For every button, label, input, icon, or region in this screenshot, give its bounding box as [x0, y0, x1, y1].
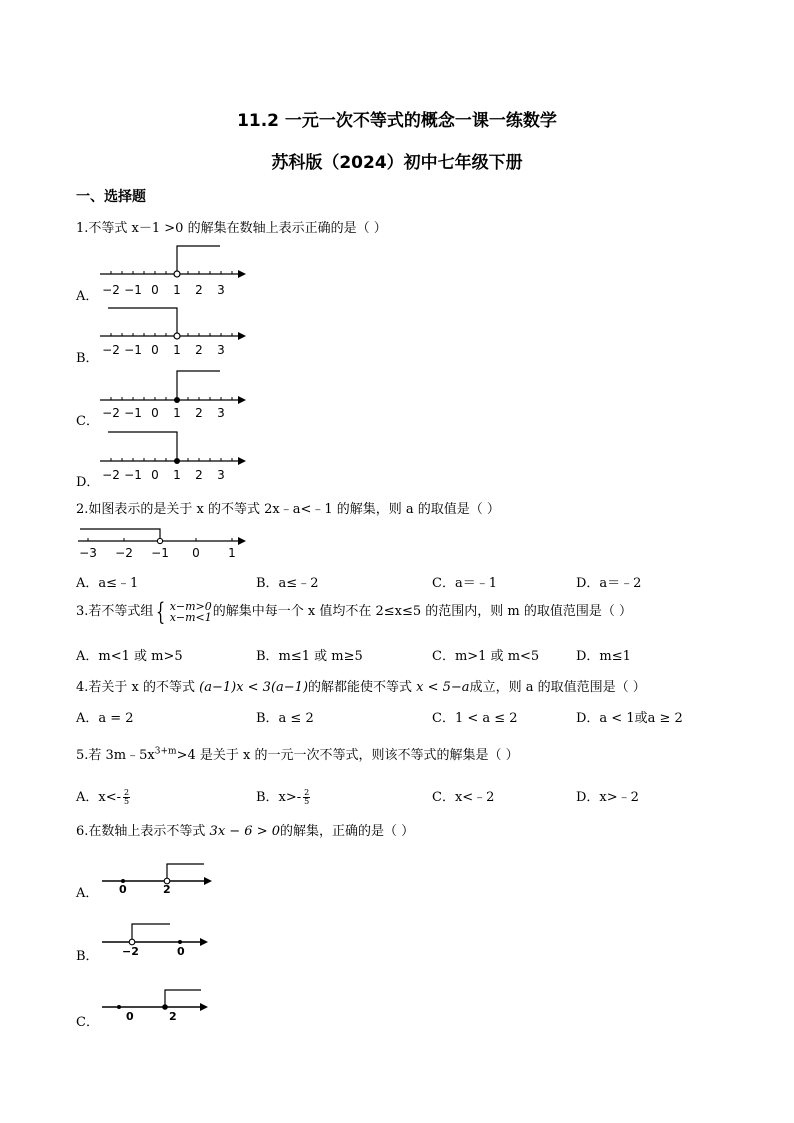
q4-choice-b[interactable]: B．a ≤ 2: [256, 711, 314, 726]
q5-text-before: 5.若 3m﹣5x: [76, 748, 155, 763]
tick-label: −1: [124, 283, 142, 297]
q6-option-b-numberline[interactable]: [100, 918, 220, 962]
tick-label: 2: [195, 406, 203, 420]
tick-label: 2: [195, 468, 203, 482]
label-neg2: −2: [122, 945, 139, 958]
arrow-head: [238, 396, 246, 404]
q6-inequality: 3x − 6 > 0: [209, 824, 281, 839]
tick-label: 1: [228, 546, 236, 560]
q5-choice-b[interactable]: [256, 786, 310, 806]
label-2: 2: [163, 883, 171, 896]
tick-label: 3: [217, 283, 225, 297]
q1-option-a-label: A．: [76, 289, 99, 304]
point-neg: [117, 1005, 121, 1009]
question-1: 1.不等式 x－1 >0 的解集在数轴上表示正确的是（ ）: [76, 221, 387, 236]
q5-exponent: 3+m: [154, 746, 177, 757]
q2-choice-a[interactable]: A．a≤﹣1: [76, 576, 139, 591]
page-subtitle: 苏科版（2024）初中七年级下册: [271, 153, 523, 173]
solution-ray: [108, 308, 177, 336]
tick-label: 0: [151, 343, 159, 357]
arrow-head: [238, 537, 246, 545]
tick-label: −3: [79, 546, 97, 560]
q5-choice-c[interactable]: C．x<﹣2: [432, 790, 495, 805]
arrow-head: [238, 332, 246, 340]
page-title: 11.2 一元一次不等式的概念一课一练数学: [237, 111, 557, 131]
tick-label: 1: [173, 406, 181, 420]
q3-text-after: 的解集中每一个 x 值均不在 2≤x≤5 的范围内，则 m 的取值范围是（ ）: [212, 604, 633, 619]
q5-choice-b-text: B．x>-: [256, 790, 302, 805]
question-3: [76, 597, 633, 626]
question-6: [76, 820, 414, 839]
tick-label: −1: [124, 406, 142, 420]
tick-label: 3: [217, 468, 225, 482]
q3-choice-c[interactable]: C．m>1 或 m<5: [432, 649, 540, 664]
solid-point: [174, 397, 180, 403]
q1-option-c-label: C．: [76, 414, 99, 429]
tick-label: 1: [173, 283, 181, 297]
question-4: [76, 676, 646, 695]
tick-label: 1: [173, 343, 181, 357]
denominator: 5: [304, 797, 310, 806]
solution-ray: [167, 864, 204, 881]
q5-choice-a-text: A．x<-: [76, 790, 122, 805]
arrow-head: [204, 877, 212, 885]
q1-option-b-label: B．: [76, 351, 99, 366]
tick-label: −2: [102, 468, 120, 482]
tick-label: −2: [102, 406, 120, 420]
tick-label: 3: [217, 343, 225, 357]
label-0: 0: [119, 883, 127, 896]
q4-choice-a[interactable]: A．a = 2: [76, 711, 134, 726]
q3-choice-b[interactable]: B．m≤1 或 m≥5: [256, 649, 363, 664]
q6-option-b-label: B．: [76, 949, 99, 964]
solution-ray: [177, 371, 220, 400]
q6-option-a-numberline[interactable]: [100, 858, 220, 898]
tick-label: 0: [192, 546, 200, 560]
q6-option-a-label: A．: [76, 886, 99, 901]
arrow-head: [238, 270, 246, 278]
solution-ray: [108, 432, 177, 461]
q3-text-before: 3.若不等式组: [76, 604, 154, 619]
q1-option-d-numberline[interactable]: [98, 428, 258, 486]
q4-choice-c[interactable]: C．1 < a ≤ 2: [432, 711, 518, 726]
q3-system-bottom: x−m<1: [169, 610, 212, 624]
tick-label: 0: [151, 283, 159, 297]
q4-inequality-2: x < 5−a: [416, 680, 470, 695]
tick-label: 3: [217, 406, 225, 420]
open-point: [174, 333, 180, 339]
brace-icon: {: [156, 597, 166, 626]
q6-option-c-label: C．: [76, 1015, 99, 1030]
point-0: [178, 940, 182, 944]
q5-text-after: >4 是关于 x 的一元一次不等式，则该不等式的解集是（ ）: [176, 748, 519, 763]
q4-inequality-1: (a−1)x < 3(a−1): [199, 680, 309, 695]
q6-text-before: 6.在数轴上表示不等式: [76, 824, 210, 839]
tick-label: 2: [195, 343, 203, 357]
q6-text-after: 的解集，正确的是（ ）: [280, 824, 415, 839]
tick-labels: [102, 343, 225, 357]
q3-system-top: x−m>0: [169, 599, 212, 613]
q2-choice-c[interactable]: C．a＝﹣1: [432, 576, 497, 591]
question-5: [76, 744, 519, 763]
q1-option-a-numberline[interactable]: [98, 242, 258, 300]
tick-label: −1: [124, 468, 142, 482]
q1-option-c-numberline[interactable]: [98, 366, 258, 424]
q5-choice-d[interactable]: D．x>﹣2: [576, 790, 639, 805]
fraction: [303, 789, 310, 806]
tick-labels: [102, 406, 225, 420]
numerator: 2: [304, 788, 310, 797]
solution-ray: [165, 990, 201, 1007]
open-point: [174, 271, 180, 277]
tick-label: 0: [151, 406, 159, 420]
solution-ray: [132, 924, 170, 942]
arrow-head: [200, 1003, 208, 1011]
denominator: 5: [124, 797, 130, 806]
tick-label: −1: [124, 343, 142, 357]
q3-system: [170, 601, 212, 623]
label-0: 0: [126, 1010, 134, 1023]
open-point: [129, 939, 135, 945]
tick-labels: [102, 283, 225, 297]
q4-text-after: 成立，则 a 的取值范围是（ ）: [469, 680, 646, 695]
q2-tick-labels: [79, 546, 236, 560]
q3-choice-d[interactable]: D．m≤1: [576, 649, 631, 664]
tick-label: 0: [151, 468, 159, 482]
q6-option-c-numberline[interactable]: [100, 984, 220, 1028]
q2-choice-d[interactable]: D．a＝﹣2: [576, 576, 642, 591]
q4-text-before: 4.若关于 x 的不等式: [76, 680, 200, 695]
label-2: 2: [169, 1010, 177, 1023]
arrow-head: [238, 457, 246, 465]
tick-label: −2: [102, 283, 120, 297]
q4-text-mid: 的解都能使不等式: [308, 680, 417, 695]
solid-point: [162, 1004, 168, 1010]
tick-label: 1: [173, 468, 181, 482]
q1-option-d-label: D．: [76, 475, 100, 490]
fraction: [123, 789, 130, 806]
tick-label: −2: [115, 546, 133, 560]
question-2: 2.如图表示的是关于 x 的不等式 2x﹣a<﹣1 的解集，则 a 的取值是（ ）: [76, 502, 500, 517]
q5-choice-a[interactable]: [76, 786, 130, 806]
tick-label: 2: [195, 283, 203, 297]
label-0: 0: [177, 945, 185, 958]
open-point: [157, 538, 162, 543]
q2-choice-b[interactable]: B．a≤﹣2: [256, 576, 319, 591]
q3-choice-a[interactable]: A．m<1 或 m>5: [76, 649, 183, 664]
solution-ray: [80, 529, 160, 541]
q4-choice-d[interactable]: D．a < 1或a ≥ 2: [576, 711, 683, 726]
tick-label: −1: [151, 546, 169, 560]
q2-numberline: [78, 524, 248, 564]
tick-label: −2: [102, 343, 120, 357]
section-heading: 一、选择题: [76, 189, 146, 205]
solid-point: [174, 458, 180, 464]
numerator: 2: [124, 788, 130, 797]
tick-labels: [102, 468, 225, 482]
q1-option-b-numberline[interactable]: [98, 304, 258, 362]
solution-ray: [177, 246, 220, 274]
arrow-head: [200, 938, 208, 946]
